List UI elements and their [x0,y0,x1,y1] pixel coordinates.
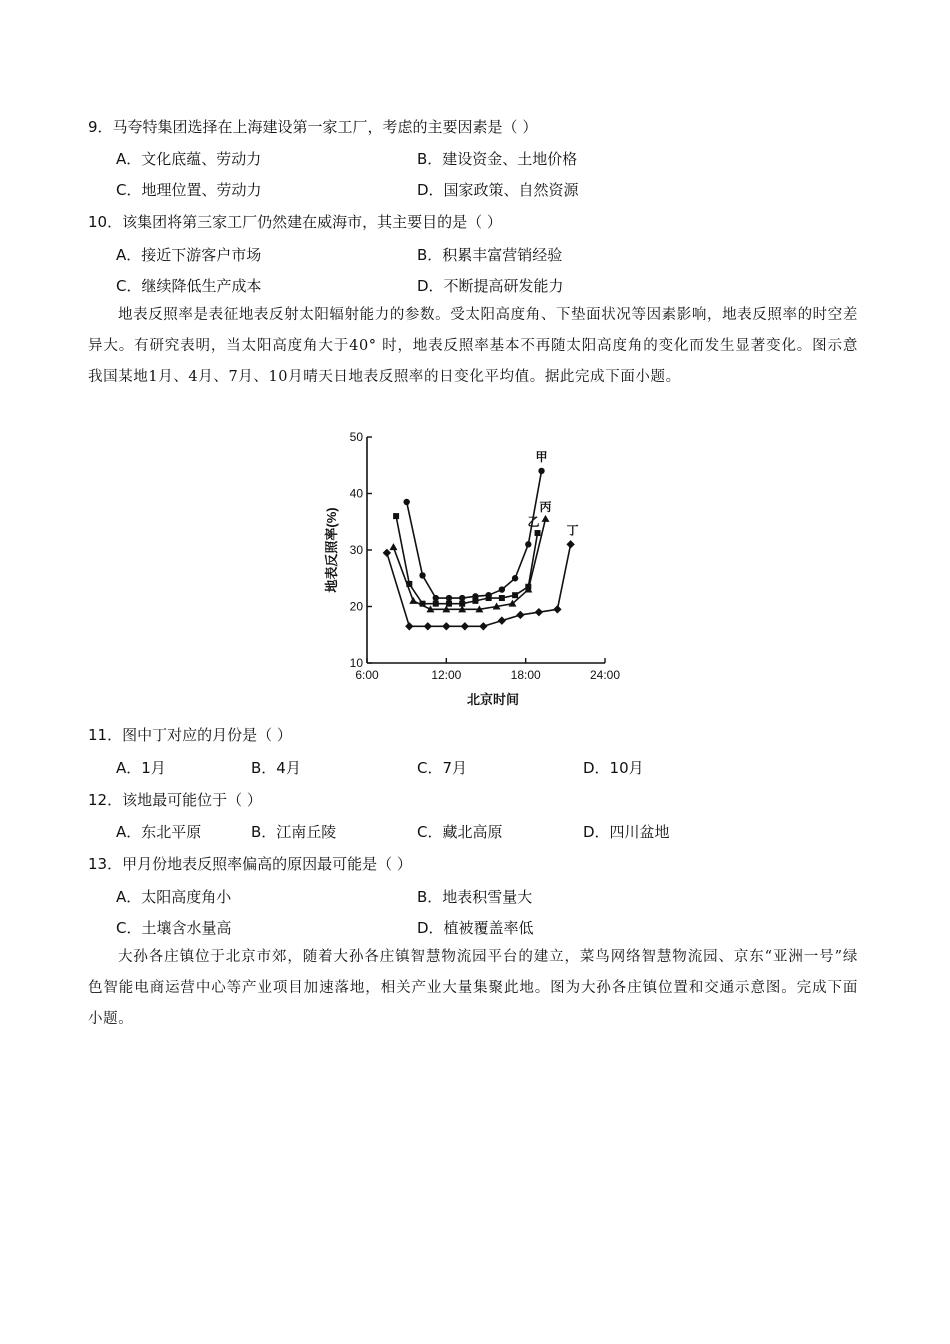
series-line-丙 [393,519,545,609]
question-13-option-d: D．植被覆盖率低 [417,919,534,937]
passage-logistics [88,942,858,1035]
series-point-丁 [461,622,469,630]
series-point-丁 [516,611,524,619]
passage-albedo [88,300,858,393]
question-10-stem: 10．该集团将第三家工厂仍然建在威海市，其主要目的是（ ） [88,213,502,231]
chart-x-axis-label: 北京时间 [466,692,520,707]
chart-series [383,450,579,631]
question-12-stem: 12．该地最可能位于（ ） [88,791,262,809]
chart-x-tick-label: 18:00 [510,668,541,682]
series-point-丙 [389,543,397,550]
question-13-option-a: A．太阳高度角小 [116,888,232,906]
series-point-乙 [486,595,492,601]
series-point-丁 [566,540,574,548]
series-point-丁 [405,622,413,630]
question-9-option-c: C．地理位置、劳动力 [116,181,262,199]
series-label-丁: 丁 [566,523,579,538]
series-point-丁 [498,616,506,624]
series-point-乙 [499,595,505,601]
chart-x-tick-label: 24:00 [589,668,621,682]
albedo-chart [318,424,638,714]
series-point-甲 [525,541,531,547]
series-point-丁 [535,608,543,616]
series-point-甲 [446,595,452,601]
series-point-甲 [512,575,518,581]
question-9-option-a: A．文化底蕴、劳动力 [116,150,262,168]
series-point-乙 [535,530,541,536]
chart-axes [350,430,621,682]
question-10-option-c: C．继续降低生产成本 [116,277,262,295]
series-point-甲 [459,595,465,601]
series-point-丙 [409,597,417,604]
question-9-option-b: B．建设资金、土地价格 [417,150,578,168]
chart-y-tick-label: 40 [349,486,363,501]
series-point-乙 [446,601,452,607]
passage-albedo-text: 地表反照率是表征地表反射太阳辐射能力的参数。受太阳高度角、下垫面状况等因素影响，地表反照率的时空差异大。有研究表明，当太阳高度角大于40° 时，地表反照率基本不再随太阳高度角的变化而发生显著变化。图示意我国某地1月、4月、7月、10月晴天日地表反照率的日变化平均值。据此完成下面小题。 [88,307,858,385]
chart-y-tick-label: 50 [349,430,363,444]
passage-logistics-text: 大孙各庄镇位于北京市郊，随着大孙各庄镇智慧物流园平台的建立，菜鸟网络智慧物流园、京东“亚洲一号”绿色智能电商运营中心等产业项目加速落地，相关产业大量集聚此地。图为大孙各庄镇位置和交通示意图。完成下面小题。 [88,949,858,1027]
series-point-甲 [538,468,544,474]
series-label-乙: 乙 [527,515,540,530]
question-9-option-d: D．国家政策、自然资源 [417,181,579,199]
series-point-乙 [472,598,478,604]
chart-x-tick-label: 6:00 [355,668,379,682]
question-13-stem: 13．甲月份地表反照率偏高的原因最可能是（ ） [88,855,412,873]
series-point-丁 [424,622,432,630]
chart-x-tick-label: 12:00 [431,668,462,682]
chart-y-tick-label: 20 [349,599,363,614]
series-point-丁 [479,622,487,630]
series-line-甲 [407,471,542,598]
question-10-option-a: A．接近下游客户市场 [116,246,262,264]
series-label-甲: 甲 [535,449,548,464]
question-13-option-b: B．地表积雪量大 [417,888,533,906]
question-12-option-d: D．四川盆地 [583,823,670,841]
series-point-丙 [542,515,550,522]
series-point-丁 [442,622,450,630]
series-point-甲 [433,595,439,601]
series-point-甲 [419,572,425,578]
series-point-乙 [433,601,439,607]
chart-y-axis-label: 地表反照率(%) [324,507,339,593]
question-12-option-b: B．江南丘陵 [251,823,337,841]
question-10-option-d: D．不断提高研发能力 [417,277,564,295]
series-point-甲 [499,586,505,592]
question-10-option-b: B．积累丰富营销经验 [417,246,563,264]
question-9-stem: 9．马夸特集团选择在上海建设第一家工厂，考虑的主要因素是（ ） [88,118,538,136]
question-11-stem: 11．图中丁对应的月份是（ ） [88,726,292,744]
chart-y-tick-label: 30 [349,543,363,557]
series-point-甲 [403,499,409,505]
series-point-乙 [393,513,399,519]
question-11-option-b: B．4月 [251,759,301,777]
chart-y-tick-label: 10 [349,656,363,670]
question-13-option-c: C．土壤含水量高 [116,919,232,937]
series-line-乙 [396,516,537,604]
question-11-option-d: D．10月 [583,759,644,777]
series-line-丁 [387,544,571,626]
series-point-丁 [553,605,561,613]
question-11-option-c: C．7月 [417,759,468,777]
question-11-option-a: A．1月 [116,759,166,777]
series-point-乙 [512,592,518,598]
question-12-option-c: C．藏北高原 [417,823,503,841]
series-label-丙: 丙 [539,499,552,514]
question-12-option-a: A．东北平原 [116,823,202,841]
